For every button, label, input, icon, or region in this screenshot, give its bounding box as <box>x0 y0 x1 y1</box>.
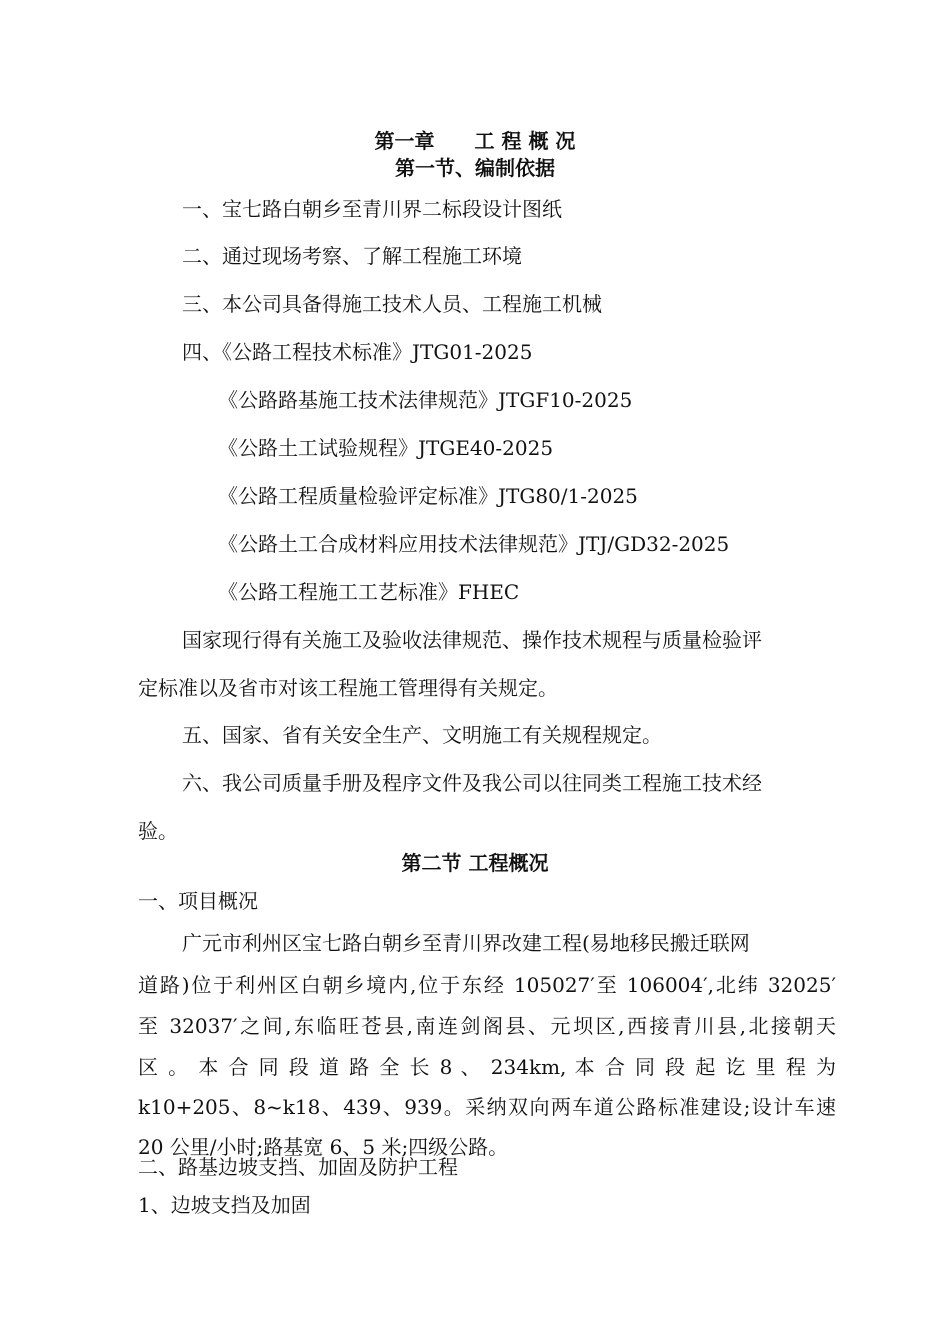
standard-item: 《公路工程施工工艺标准》FHEC <box>218 580 520 604</box>
section-2-title: 第二节 工程概况 <box>401 851 549 875</box>
national-standards-line-2: 定标准以及省市对该工程施工管理得有关规定。 <box>138 676 558 700</box>
project-paragraph-line: k10+205、8~k18、439、939。采纳双向两车道公路标准建设;设计车速 <box>138 1095 836 1119</box>
standard-item: 《公路土工试验规程》JTGE40-2025 <box>218 436 554 460</box>
slope-support-heading: 1、边坡支挡及加固 <box>138 1193 311 1217</box>
slope-protection-heading: 二、路基边坡支挡、加固及防护工程 <box>138 1155 458 1179</box>
project-overview-heading: 一、项目概况 <box>138 889 258 913</box>
standard-item: 《公路路基施工技术法律规范》JTGF10-2025 <box>218 388 633 412</box>
basis-item-1: 一、宝七路白朝乡至青川界二标段设计图纸 <box>182 197 562 221</box>
basis-item-3: 三、本公司具备得施工技术人员、工程施工机械 <box>182 292 602 316</box>
basis-item-4: 四、《公路工程技术标准》JTG01-2025 <box>182 340 533 364</box>
project-paragraph-line: 道路)位于利州区白朝乡境内,位于东经 105027′至 106004′,北纬 32025′ <box>138 973 836 997</box>
basis-item-5: 五、国家、省有关安全生产、文明施工有关规程规定。 <box>182 723 662 747</box>
project-paragraph-line: 广元市利州区宝七路白朝乡至青川界改建工程(易地移民搬迁联网 <box>182 931 750 955</box>
project-paragraph-line: 至 32037′之间,东临旺苍县,南连剑阁县、元坝区,西接青川县,北接朝天 <box>138 1014 836 1038</box>
basis-item-2: 二、通过现场考察、了解工程施工环境 <box>182 244 522 268</box>
chapter-title: 第一章 工 程 概 况 <box>374 129 576 153</box>
basis-item-6-line-1: 六、我公司质量手册及程序文件及我公司以往同类工程施工技术经 <box>182 771 762 795</box>
section-1-title: 第一节、编制依据 <box>395 156 555 180</box>
national-standards-line-1: 国家现行得有关施工及验收法律规范、操作技术规程与质量检验评 <box>182 628 762 652</box>
project-paragraph-line: 20 公里/小时;路基宽 6、5 米;四级公路。 <box>138 1135 509 1159</box>
standard-item: 《公路土工合成材料应用技术法律规范》JTJ/GD32-2025 <box>218 532 730 556</box>
project-paragraph-line: 区 。 本 合 同 段 道 路 全 长 8 、 234km, 本 合 同 段 起 讫 里 程 为 <box>138 1055 836 1079</box>
basis-item-6-line-2: 验。 <box>138 819 178 843</box>
standard-item: 《公路工程质量检验评定标准》JTG80/1-2025 <box>218 484 638 508</box>
